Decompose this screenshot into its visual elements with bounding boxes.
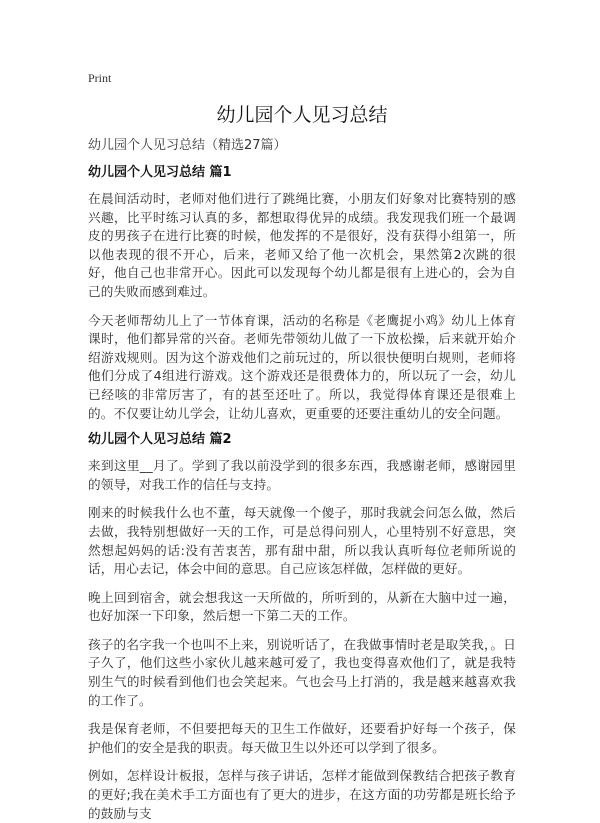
document-title: 幼儿园个人见习总结 [216, 104, 388, 126]
paragraph: 孩子的名字我一个也叫不上来，别说听话了，在我做事情时老是取笑我，。日子久了，他们这些小家伙儿越来越可爱了，我也变得喜欢他们了，就是我特别生气的时候看到他们也会笑起来。气也会马上打消的，我是越来越喜欢我的工作了。 [88, 636, 516, 708]
section-1 [88, 162, 516, 423]
paragraph: 今天老师帮幼儿上了一节体育课，活动的名称是《老鹰捉小鸡》幼儿上体育课时，他们都异常的兴奋。老师先带领幼儿做了一下放松操，后来就开始介绍游戏规则。因为这个游戏他们之前玩过的，所以很快便明白规则，老师将他们分成了4组进行游戏。这个游戏还是很费体力的，所以玩了一会，幼儿已经咳的非常厉害了，有的甚至还吐了。所以，我觉得体育课还是很难上的。不仅要让幼儿学会，让幼儿喜欢，更重要的还要注重幼儿的安全问题。 [88, 312, 516, 421]
document-page [88, 70, 516, 823]
paragraph: 来到这里__月了。学到了我以前没学到的很多东西，我感谢老师，感谢园里的领导，对我工作的信任与支持。 [88, 458, 516, 492]
section-heading: 幼儿园个人见习总结 篇2 [88, 432, 232, 448]
paragraph: 在晨间活动时，老师对他们进行了跳绳比赛，小朋友们好象对比赛特别的感兴趣，比平时练习认真的多，都想取得优异的成绩。我发现我们班一个最调皮的男孩子在进行比赛的时候，他发挥的不是很好，没有获得小组第一，所以他表现的很不开心，后来，老师又给了他一次机会，果然第2次跳的很好，他自己也非常开心。因此可以发现每个幼儿都是很有上进心的，会为自己的失败而感到难过。 [88, 191, 516, 299]
paragraph: 刚来的时候我什么也不董，每天就像一个傻子，那时我就会问怎么做，然后去做，我特别想做好一天的工作，可是总得问别人，心里特别不好意思，突然想起妈妈的话:没有苦衷苦，那有甜中甜，所以我认真听每位老师所说的话，用心去记，体会中间的意思。自己应该怎样做，怎样做的更好。 [88, 505, 516, 577]
document-subtitle: 幼儿园个人见习总结（精选27篇） [88, 138, 287, 153]
paragraph: 我是保育老师，不但要把每天的卫生工作做好，还要看护好每一个孩子，保护他们的安全是我的职责。每天做卫生以外还可以学到了很多。 [88, 721, 516, 755]
print-label: Print [88, 71, 112, 85]
paragraph: 晚上回到宿舍，就会想我这一天所做的，所听到的，从新在大脑中过一遍，也好加深一下印象，然后想一下第二天的工作。 [88, 589, 516, 624]
section-2 [88, 429, 516, 823]
paragraph: 例如，怎样设计板报，怎样与孩子讲话，怎样才能做到保教结合把孩子教育的更好;我在美术手工方面也有了更大的进步，在这方面的功劳都是班长给予的鼓励与支 [88, 768, 516, 821]
section-heading: 幼儿园个人见习总结 篇1 [88, 165, 232, 180]
